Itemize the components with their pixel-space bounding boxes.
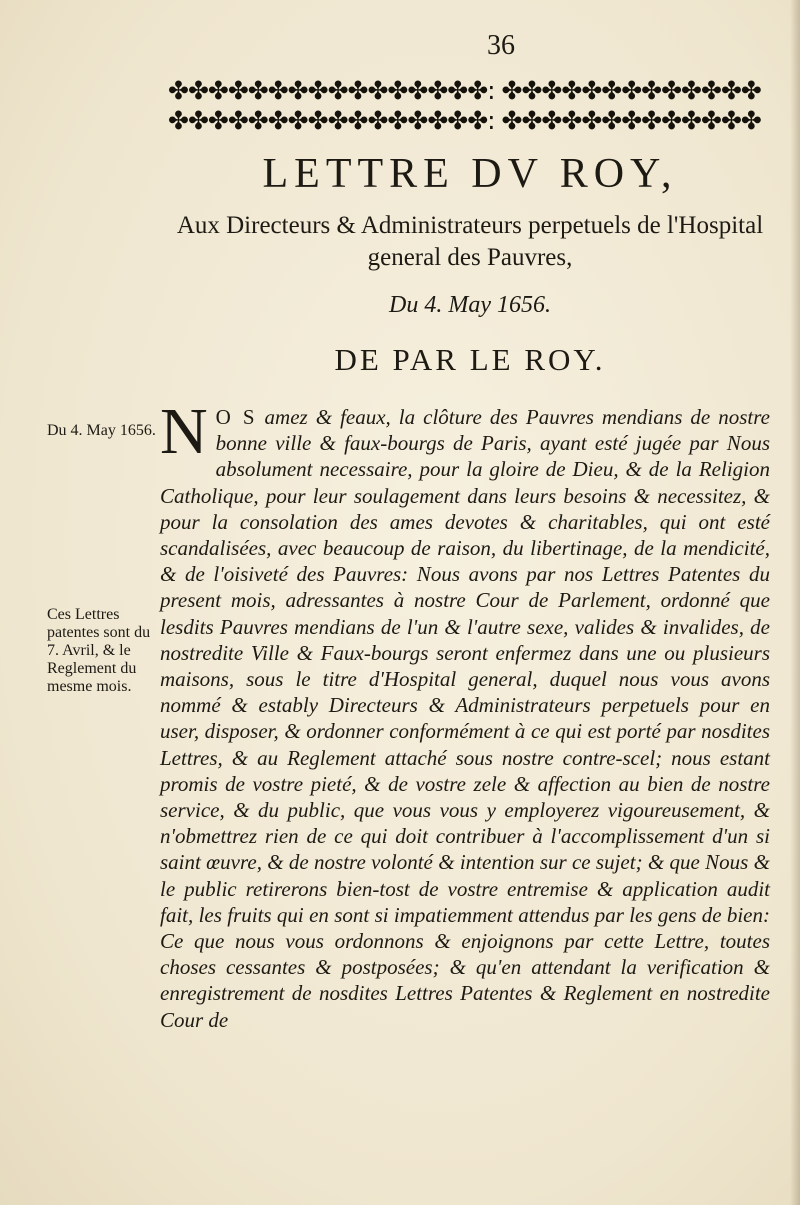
page-edge-shadow [790,0,800,1205]
fleuron-ornament-band [168,76,778,138]
letter-subtitle: Aux Directeurs & Administrateurs perpetuels de l'Hospital general des Pauvres, [176,212,764,271]
margin-note-date: Du 4. May 1656. [47,422,156,439]
decree-heading: DE PAR LE ROY. [334,342,606,377]
fleuron-row-top: ✤✤✤✤✤✤✤✤✤✤✤✤✤✤✤✤: ✤✤✤✤✤✤✤✤✤✤✤✤✤ [168,76,761,105]
letter-body [160,395,770,1033]
body-first-word: O S [215,405,257,429]
letter-date: Du 4. May 1656. [389,292,551,318]
page-number: 36 [487,30,515,61]
drop-cap: N [160,395,208,468]
letter-title: LETTRE DV ROY, [262,151,678,197]
margin-note-lettres: Ces Lettres patentes sont du 7. Avril, & le Reglement du mesme mois. [47,606,151,695]
body-paragraph: amez & feaux, la clôture des Pauvres mendians de nostre bonne ville & faux-bourgs de Paris, ayant esté jugée par Nous absolument necessaire, pour la gloire de Dieu, & de la Religion Catholique, pour leur soulagement dans leurs besoins & necessitez, & pour la consolation des ames devotes & charitables, qui ont esté scandalisées, avec beaucoup de raison, du libertinage, de la mendicité, & de l'oisiveté des Pauvres: Nous avons par nos Lettres Patentes du present mois, adressantes à nostre Cour de Parlement, ordonné que lesdits Pauvres mendians de l'un & l'autre sexe, valides & invalides, de nostredite Ville & Faux-bourgs seront enfermez dans une ou plusieurs maisons, sous le titre d'Hospital general, duquel nous vous avons nommé & estably Directeurs & Administrateurs perpetuels pour en user, disposer, & ordonner conformément à ce qui est porté par nosdites Lettres, & au Reglement attaché sous nostre contre-scel; nous estant promis de vostre pieté, & de vostre zele & affection au bien de nostre service, & du public, que vous vous y employerez vigoureusement, & n'obmettrez rien de ce qui doit contribuer à l'accomplissement d'un si saint œuvre, & de nostre volonté & intention sur ce sujet; & que Nous & le public retirerons bien-tost de vostre entremise & application audit fait, les fruits qui en sont si impatiemment attendus par les gens de bien: Ce que nous vous ordonnons & enjoignons par cette Lettre, toutes choses cessantes & postposées; & qu'en attendant la verification & enregistrement de nosdites Lettres Patentes & Reglement en nostredite Cour de [160,405,770,1032]
fleuron-row-bottom: ✤✤✤✤✤✤✤✤✤✤✤✤✤✤✤✤: ✤✤✤✤✤✤✤✤✤✤✤✤✤ [168,106,761,135]
